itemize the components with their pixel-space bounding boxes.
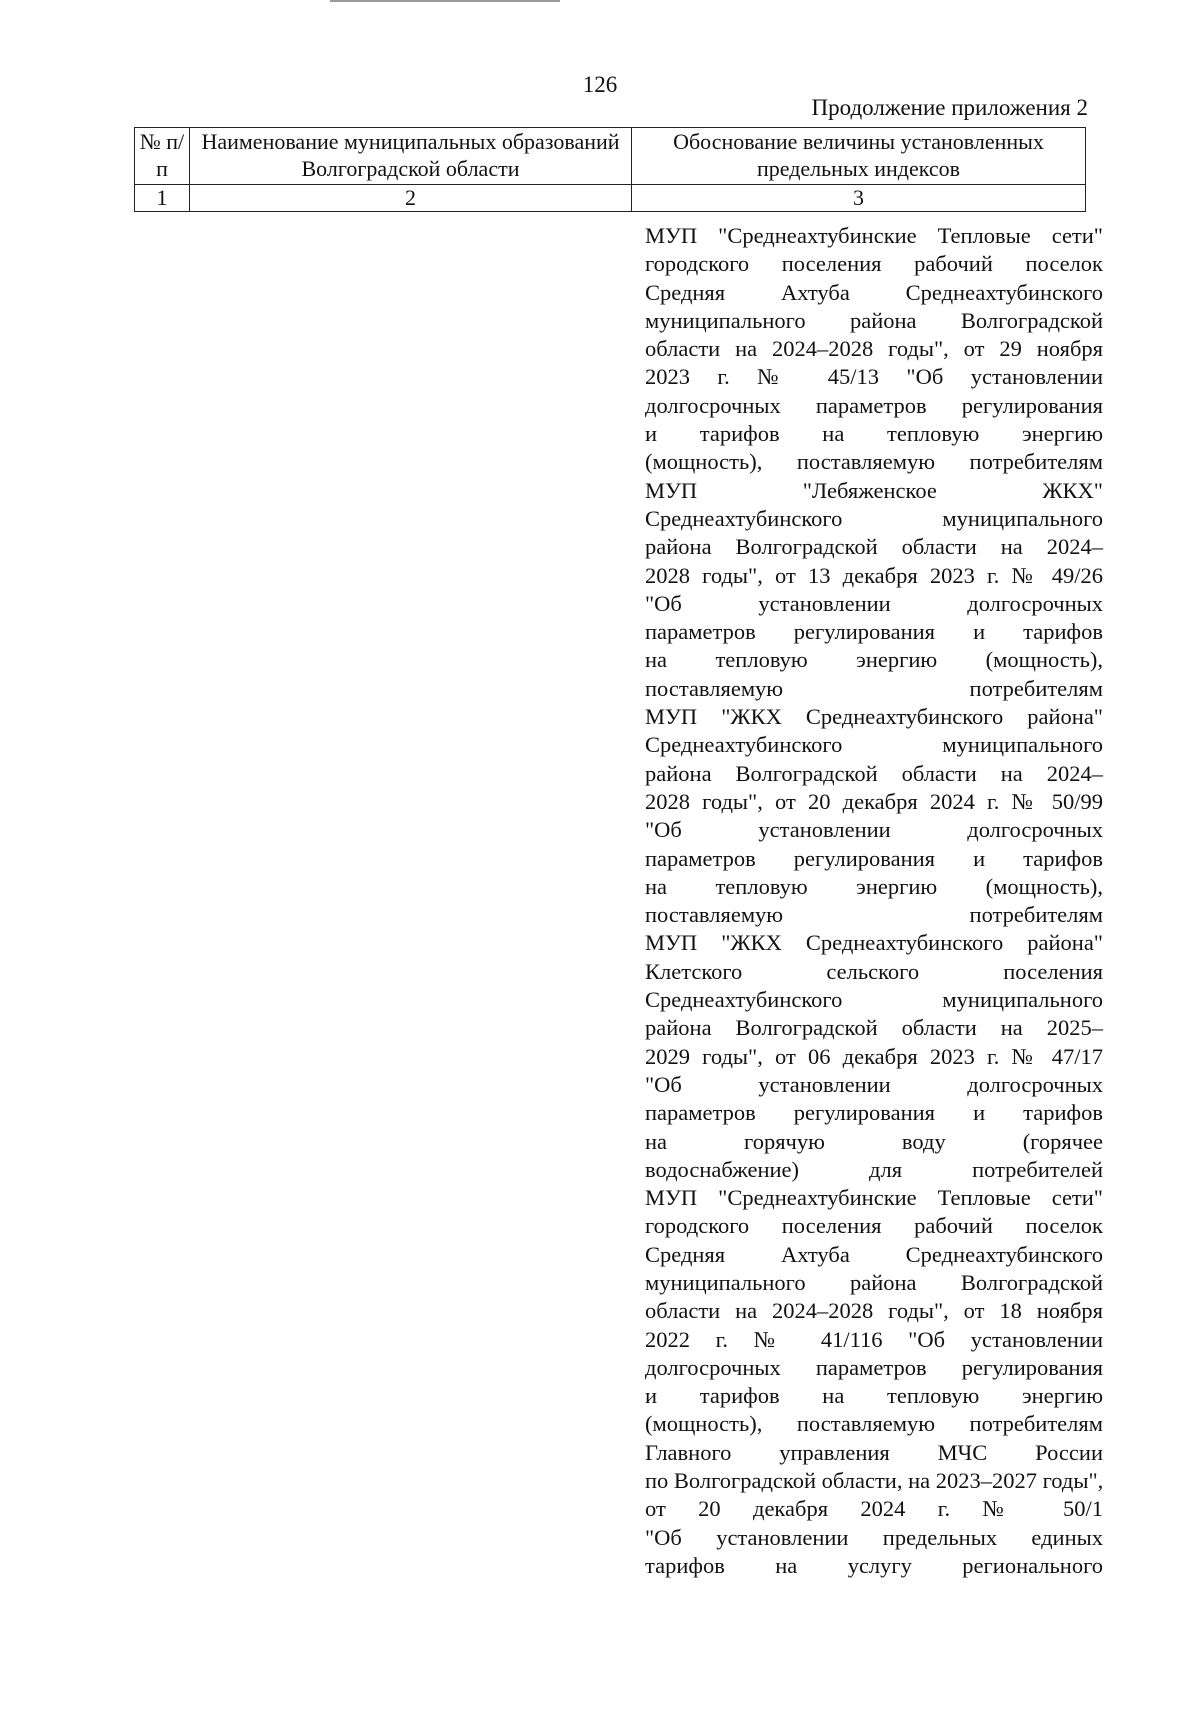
text-line: долгосрочных параметров регулирования bbox=[645, 1354, 1103, 1380]
text-line: района Волгоградской области на 2024– bbox=[645, 760, 1103, 786]
text-line: Главного управления МЧС России bbox=[645, 1439, 1103, 1465]
text-line: 2022 г. № 41/116 "Об установлении bbox=[645, 1326, 1103, 1352]
text-line: МУП "ЖКХ Среднеахтубинского района" bbox=[645, 930, 1103, 956]
page-number: 126 bbox=[582, 72, 618, 97]
text-line: области на 2024–2028 годы", от 18 ноября bbox=[645, 1298, 1103, 1324]
scan-top-mark bbox=[330, 0, 560, 2]
text-line: МУП "Среднеахтубинские Тепловые сети" bbox=[645, 223, 1103, 248]
column-number-2: 2 bbox=[190, 185, 632, 212]
text-line: МУП "Лебяженское ЖКХ" bbox=[645, 477, 1103, 503]
text-line: городского поселения рабочий поселок bbox=[645, 1213, 1103, 1239]
appendix-table-header bbox=[134, 127, 1086, 212]
text-line: поставляемую потребителям bbox=[645, 902, 1103, 928]
text-line: района Волгоградской области на 2024– bbox=[645, 534, 1103, 560]
text-line: 2029 годы", от 06 декабря 2023 г. № 47/17 bbox=[645, 1043, 1103, 1069]
column-number-3: 3 bbox=[632, 185, 1086, 212]
text-line: на тепловую энергию (мощность), bbox=[645, 647, 1103, 673]
text-line: Среднеахтубинского муниципального bbox=[645, 732, 1103, 758]
text-line: долгосрочных параметров регулирования bbox=[645, 392, 1103, 418]
text-line: параметров регулирования и тарифов bbox=[645, 1100, 1103, 1126]
column-number-1: 1 bbox=[135, 185, 190, 212]
text-line: Средняя Ахтуба Среднеахтубинского bbox=[645, 1241, 1103, 1267]
text-line: по Волгоградской области, на 2023–2027 годы", bbox=[645, 1468, 1104, 1494]
justification-text bbox=[645, 222, 1103, 1580]
text-line: муниципального района Волгоградской bbox=[645, 1269, 1103, 1295]
header-row-number: № п/п bbox=[135, 128, 190, 185]
text-line: 2023 г. № 45/13 "Об установлении bbox=[645, 364, 1103, 390]
text-line: от 20 декабря 2024 г. № 50/1 bbox=[645, 1496, 1103, 1522]
appendix-continuation-label: Продолжение приложения 2 bbox=[811, 95, 1088, 120]
text-line: 2028 годы", от 20 декабря 2024 г. № 50/99 bbox=[645, 788, 1103, 814]
text-line: и тарифов на тепловую энергию bbox=[645, 421, 1103, 447]
text-line: тарифов на услугу регионального bbox=[645, 1552, 1103, 1578]
text-line: Среднеахтубинского муниципального bbox=[645, 505, 1103, 531]
text-line: МУП "Среднеахтубинские Тепловые сети" bbox=[645, 1185, 1103, 1211]
text-line: "Об установлении долгосрочных bbox=[645, 590, 1103, 616]
text-line: МУП "ЖКХ Среднеахтубинского района" bbox=[645, 704, 1103, 730]
text-line: параметров регулирования и тарифов bbox=[645, 845, 1103, 871]
text-line: (мощность), поставляемую потребителям bbox=[645, 449, 1103, 475]
text-line: 2028 годы", от 13 декабря 2023 г. № 49/26 bbox=[645, 562, 1103, 588]
text-line: Средняя Ахтуба Среднеахтубинского bbox=[645, 279, 1103, 305]
text-line: и тарифов на тепловую энергию bbox=[645, 1383, 1103, 1409]
text-line: "Об установлении долгосрочных bbox=[645, 817, 1103, 843]
text-line: водоснабжение) для потребителей bbox=[645, 1156, 1103, 1182]
text-line: (мощность), поставляемую потребителям bbox=[645, 1411, 1103, 1437]
text-line: Среднеахтубинского муниципального bbox=[645, 987, 1103, 1013]
text-line: на горячую воду (горячее bbox=[645, 1128, 1103, 1154]
text-line: Клетского сельского поселения bbox=[645, 958, 1103, 984]
text-line: района Волгоградской области на 2025– bbox=[645, 1015, 1103, 1041]
header-municipality-name: Наименование муниципальных образований Волгоградской области bbox=[190, 128, 632, 185]
text-line: параметров регулирования и тарифов bbox=[645, 619, 1103, 645]
text-line: области на 2024–2028 годы", от 29 ноября bbox=[645, 336, 1103, 362]
text-line: "Об установлении предельных единых bbox=[645, 1524, 1103, 1550]
text-line: городского поселения рабочий поселок bbox=[645, 251, 1103, 277]
text-line: поставляемую потребителям bbox=[645, 675, 1103, 701]
text-line: муниципального района Волгоградской bbox=[645, 307, 1103, 333]
text-line: "Об установлении долгосрочных bbox=[645, 1071, 1103, 1097]
text-line: на тепловую энергию (мощность), bbox=[645, 873, 1103, 899]
header-justification: Обоснование величины установленных предельных индексов bbox=[632, 128, 1086, 185]
